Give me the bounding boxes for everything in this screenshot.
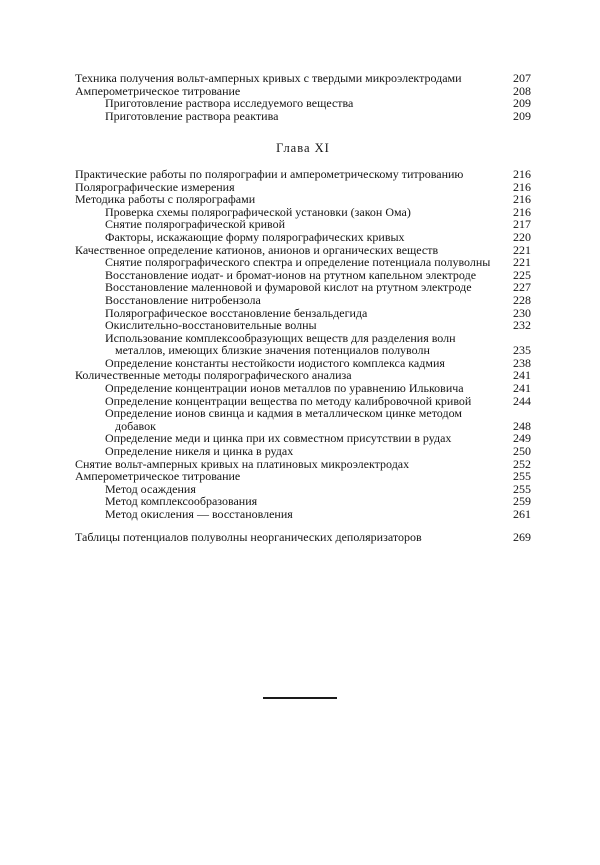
toc-entry <box>75 531 531 544</box>
toc-entry-title: Факторы, искажающие форму полярографических кривых <box>105 229 405 244</box>
toc-page-number: 209 <box>513 96 531 111</box>
toc-entry-title: Восстановление маленновой и фумаровой кислот на ртутном электроде <box>105 280 472 295</box>
toc-entry <box>75 407 531 432</box>
toc-page-number: 269 <box>513 529 531 544</box>
toc-page-number: 255 <box>513 469 531 484</box>
toc-page-number: 217 <box>513 217 531 232</box>
toc-page-number: 261 <box>513 507 531 521</box>
toc-entry-title: Таблицы потенциалов полуволны неорганических деполяризаторов <box>75 529 422 544</box>
toc-page-number: 216 <box>513 166 531 181</box>
toc-entry-title: Метод комплексообразования <box>105 494 258 509</box>
toc-page-number: 225 <box>513 267 531 282</box>
toc-page-number: 216 <box>513 192 531 207</box>
toc-entry-title: Восстановление нитробензола <box>105 292 261 307</box>
toc-entry-title: Определение меди и цинка при их совместном присутствии в рудах <box>105 431 452 446</box>
toc-page-number: 209 <box>513 108 531 123</box>
toc-entry-title: Приготовление раствора исследуемого вещества <box>105 96 354 111</box>
toc-entry-title: Амперометрическое титрование <box>75 469 241 484</box>
toc-page-number: 250 <box>513 444 531 459</box>
toc-page-number: 259 <box>513 494 531 509</box>
chapter-heading: Глава XI <box>276 141 330 156</box>
toc-page-number: 208 <box>513 83 531 98</box>
closing-rule <box>263 697 337 699</box>
toc-entry <box>75 508 531 521</box>
toc-page-number: 216 <box>513 204 531 219</box>
toc-entry-title: Использование комплексообразующих веществ для разделения волн металлов, имеющих близкие значения потенциалов полуволн <box>105 330 456 358</box>
toc-entry-title: Восстановление иодат- и бромат-ионов на ртутном капельном электроде <box>105 267 477 282</box>
toc-page-number: 221 <box>513 255 531 270</box>
toc-page-number: 220 <box>513 229 531 244</box>
toc-page-number: 248 <box>513 418 531 433</box>
toc-entry-title: Определение никеля и цинка в рудах <box>105 444 294 459</box>
toc-page-number: 255 <box>513 481 531 496</box>
toc-page-number: 244 <box>513 393 531 408</box>
toc-entry-title: Техника получения вольт-амперных кривых с твердыми микроэлектродами <box>75 71 462 85</box>
toc-entry-title: Определение концентрации ионов металлов по уравнению Ильковича <box>105 381 464 396</box>
table-of-contents <box>75 72 531 543</box>
toc-page-number: 249 <box>513 431 531 446</box>
toc-page-number: 207 <box>513 71 531 85</box>
toc-page-number: 216 <box>513 179 531 194</box>
toc-page-number: 232 <box>513 318 531 333</box>
toc-entry-title: Качественное определение катионов, анионов и органических веществ <box>75 242 439 257</box>
toc-entry-title: Проверка схемы полярографической установки (закон Ома) <box>105 204 411 219</box>
toc-entry <box>75 110 531 123</box>
toc-page-number: 230 <box>513 305 531 320</box>
toc-page-number: 221 <box>513 242 531 257</box>
toc-entry-title: Практические работы по полярографии и амперометрическому титрованию <box>75 166 464 181</box>
toc-entry-title: Методика работы с полярографами <box>75 192 256 207</box>
toc-entry-title: Приготовление раствора реактива <box>105 108 279 123</box>
toc-page-number: 238 <box>513 355 531 370</box>
toc-entry-title: Метод осаждения <box>105 481 196 496</box>
toc-entry-title: Количественные методы полярографического анализа <box>75 368 352 383</box>
toc-entry-title: Определение ионов свинца и кадмия в металлическом цинке методом добавок <box>105 406 462 433</box>
toc-entry-title: Окислительно-восстановительные волны <box>105 318 317 333</box>
toc-entry-title: Определение константы нестойкости иодистого комплекса кадмия <box>105 355 445 370</box>
toc-page-number: 227 <box>513 280 531 295</box>
toc-entry <box>75 332 531 357</box>
toc-entry-title: Метод окисления — восстановления <box>105 507 293 521</box>
toc-page-number: 235 <box>513 343 531 358</box>
toc-page-number: 228 <box>513 292 531 307</box>
toc-page-number: 241 <box>513 368 531 383</box>
toc-entry-title: Полярографические измерения <box>75 179 235 194</box>
toc-page-number: 241 <box>513 381 531 396</box>
toc-entry-title: Амперометрическое титрование <box>75 83 241 98</box>
toc-entry-title: Определение концентрации вещества по методу калибровочной кривой <box>105 393 472 408</box>
toc-entry-title: Полярографическое восстановление бензальдегида <box>105 305 368 320</box>
toc-entry-title: Снятие вольт-амперных кривых на платиновых микроэлектродах <box>75 456 410 471</box>
toc-entry-title: Снятие полярографической кривой <box>105 217 286 232</box>
toc-entry-title: Снятие полярографического спектра и определение потенциала полуволны <box>105 255 491 270</box>
toc-page-number: 252 <box>513 456 531 471</box>
